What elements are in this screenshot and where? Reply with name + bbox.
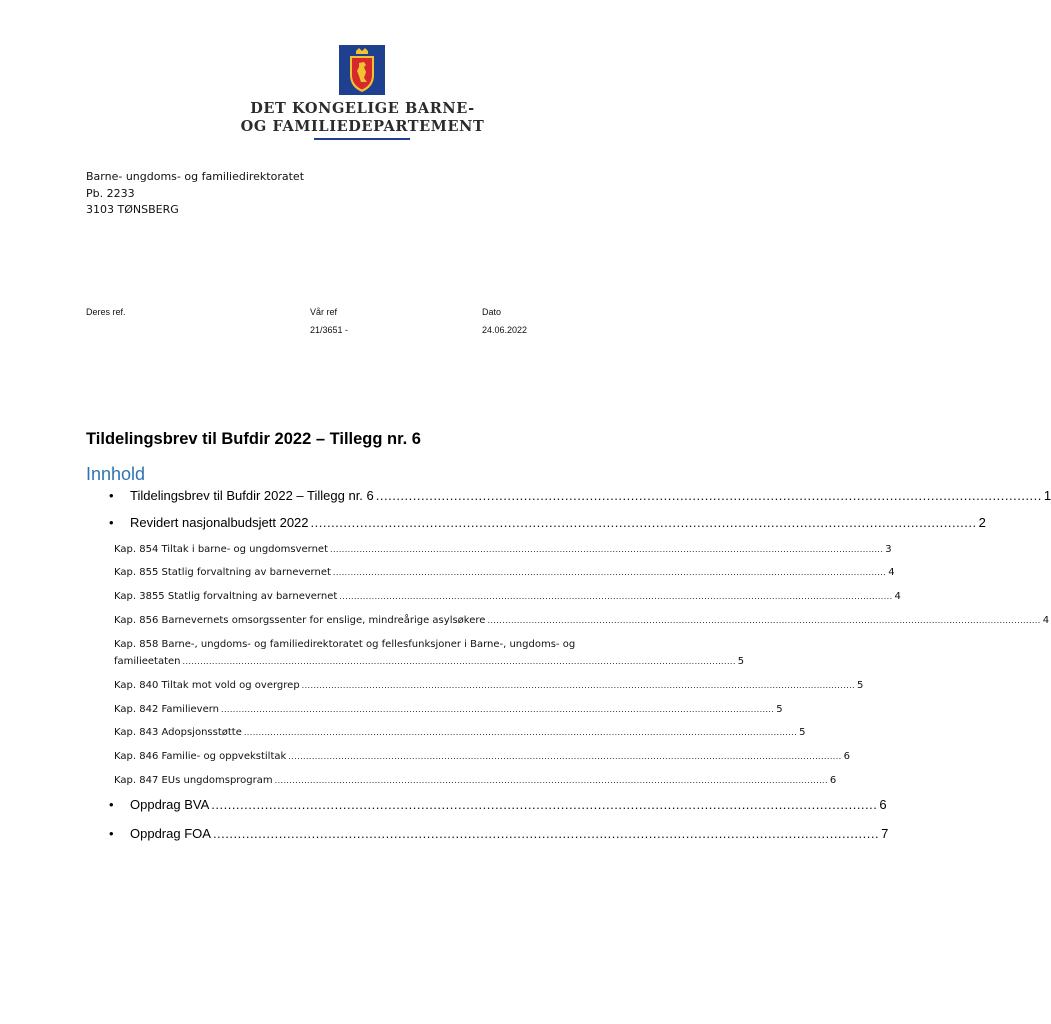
dato-label: Dato	[482, 307, 502, 317]
toc-entry-page: 1	[1043, 488, 1051, 503]
toc-entry-text: Kap. 846 Familie- og oppvekstiltak	[114, 751, 287, 762]
department-name-line2: OG FAMILIEDEPARTEMENT	[240, 118, 485, 135]
toc-entry-page: 5	[856, 680, 864, 691]
toc-entry[interactable]	[130, 826, 889, 841]
toc-subentry[interactable]	[114, 775, 837, 786]
toc-leader-dots: ..................................................................................................................................................................	[375, 488, 1042, 503]
toc-entry-text: Kap. 854 Tiltak i barne- og ungdomsvernet	[114, 544, 329, 555]
toc-subentry-line1[interactable]: Kap. 858 Barne-, ungdoms- og familiedirektoratet og fellesfunksjoner i Barne-, ungdoms- og	[114, 639, 576, 650]
toc-leader-dots: ..................................................................................................................................................................	[211, 797, 878, 812]
toc-subentry[interactable]	[114, 591, 901, 602]
toc-entry-page: 6	[879, 797, 887, 812]
toc-leader-dots: ............................................................................................................................................................................................	[288, 752, 842, 761]
deres-ref-label: Deres ref.	[86, 307, 126, 317]
toc-entry[interactable]	[130, 797, 887, 812]
toc-leader-dots: ............................................................................................................................................................................................	[332, 568, 887, 577]
toc-entry-page: 5	[776, 704, 783, 715]
toc-entry-page: 2	[978, 515, 986, 530]
logo-underline	[314, 138, 410, 140]
toc-subentry[interactable]	[114, 680, 864, 691]
toc-leader-dots: ............................................................................................................................................................................................	[182, 657, 736, 666]
toc-subentry[interactable]	[114, 544, 892, 555]
toc-entry[interactable]	[130, 488, 1051, 503]
department-name-line1: DET KONGELIGE BARNE-	[250, 100, 475, 117]
toc-leader-dots: ..................................................................................................................................................................	[212, 826, 880, 841]
toc-entry-page: 5	[799, 727, 806, 738]
toc-leader-dots: ............................................................................................................................................................................................	[274, 776, 828, 785]
toc-entry[interactable]	[130, 515, 986, 530]
toc-leader-dots: ............................................................................................................................................................................................	[243, 728, 798, 737]
toc-entry-page: 5	[737, 656, 745, 667]
toc-bullet: •	[109, 826, 114, 841]
toc-entry-page: 4	[1042, 615, 1050, 626]
toc-bullet: •	[109, 488, 114, 503]
toc-leader-dots: ............................................................................................................................................................................................	[301, 681, 855, 690]
toc-entry-text: Kap. 840 Tiltak mot vold og overgrep	[114, 680, 300, 691]
toc-entry-text: Revidert nasjonalbudsjett 2022	[130, 515, 309, 530]
toc-subentry[interactable]	[114, 567, 895, 578]
toc-leader-dots: ............................................................................................................................................................................................	[339, 592, 893, 601]
toc-leader-dots: ............................................................................................................................................................................................	[330, 545, 884, 554]
toc-entry-page: 6	[829, 775, 837, 786]
toc-entry-page: 7	[881, 826, 889, 841]
toc-entry-text: Kap. 842 Familievern	[114, 704, 220, 715]
document-title: Tildelingsbrev til Bufdir 2022 – Tillegg nr. 6	[86, 430, 421, 448]
toc-bullet: •	[109, 797, 114, 812]
toc-leader-dots: ............................................................................................................................................................................................	[487, 616, 1041, 625]
toc-entry-page: 6	[843, 751, 850, 762]
letterhead-logo	[0, 40, 725, 145]
toc-entry-text: Kap. 847 EUs ungdomsprogram	[114, 775, 273, 786]
toc-heading: Innhold	[86, 464, 146, 484]
toc-subentry[interactable]	[114, 751, 850, 762]
toc-entry-text: Kap. 855 Statlig forvaltning av barnevernet	[114, 567, 331, 578]
recipient-po-box: Pb. 2233	[86, 186, 135, 200]
var-ref-label: Vår ref	[310, 307, 338, 317]
toc-entry-page: 4	[894, 591, 901, 602]
var-ref-value: 21/3651 -	[310, 325, 349, 335]
recipient-address	[86, 169, 304, 219]
dato-value: 24.06.2022	[482, 325, 528, 335]
toc-entry-text: Tildelingsbrev til Bufdir 2022 – Tillegg nr. 6	[130, 488, 374, 503]
toc-entry-text: Oppdrag FOA	[130, 826, 211, 841]
toc-leader-dots: ..................................................................................................................................................................	[310, 515, 977, 530]
recipient-name: Barne- ungdoms- og familiedirektoratet	[86, 170, 305, 183]
recipient-postal-city: 3103 TØNSBERG	[86, 203, 179, 216]
toc-subentry[interactable]	[114, 656, 745, 667]
toc-entry-text: Kap. 843 Adopsjonsstøtte	[114, 727, 242, 738]
toc-subentry[interactable]	[114, 704, 783, 715]
toc-entry-page: 4	[888, 567, 895, 578]
toc-bullet: •	[109, 515, 114, 530]
toc-subentry[interactable]	[114, 727, 806, 738]
norwegian-coat-of-arms-icon	[339, 45, 385, 95]
toc-entry-text: familieetaten	[114, 656, 181, 667]
toc-entry-text: Kap. 856 Barnevernets omsorgssenter for enslige, mindreårige asylsøkere	[114, 615, 486, 626]
toc-entry-page: 3	[885, 544, 892, 555]
toc-leader-dots: ............................................................................................................................................................................................	[221, 705, 775, 714]
toc-entry-text: Kap. 3855 Statlig forvaltning av barnevernet	[114, 591, 338, 602]
toc-subentry[interactable]	[114, 615, 1050, 626]
toc-entry-text: Oppdrag BVA	[130, 797, 210, 812]
